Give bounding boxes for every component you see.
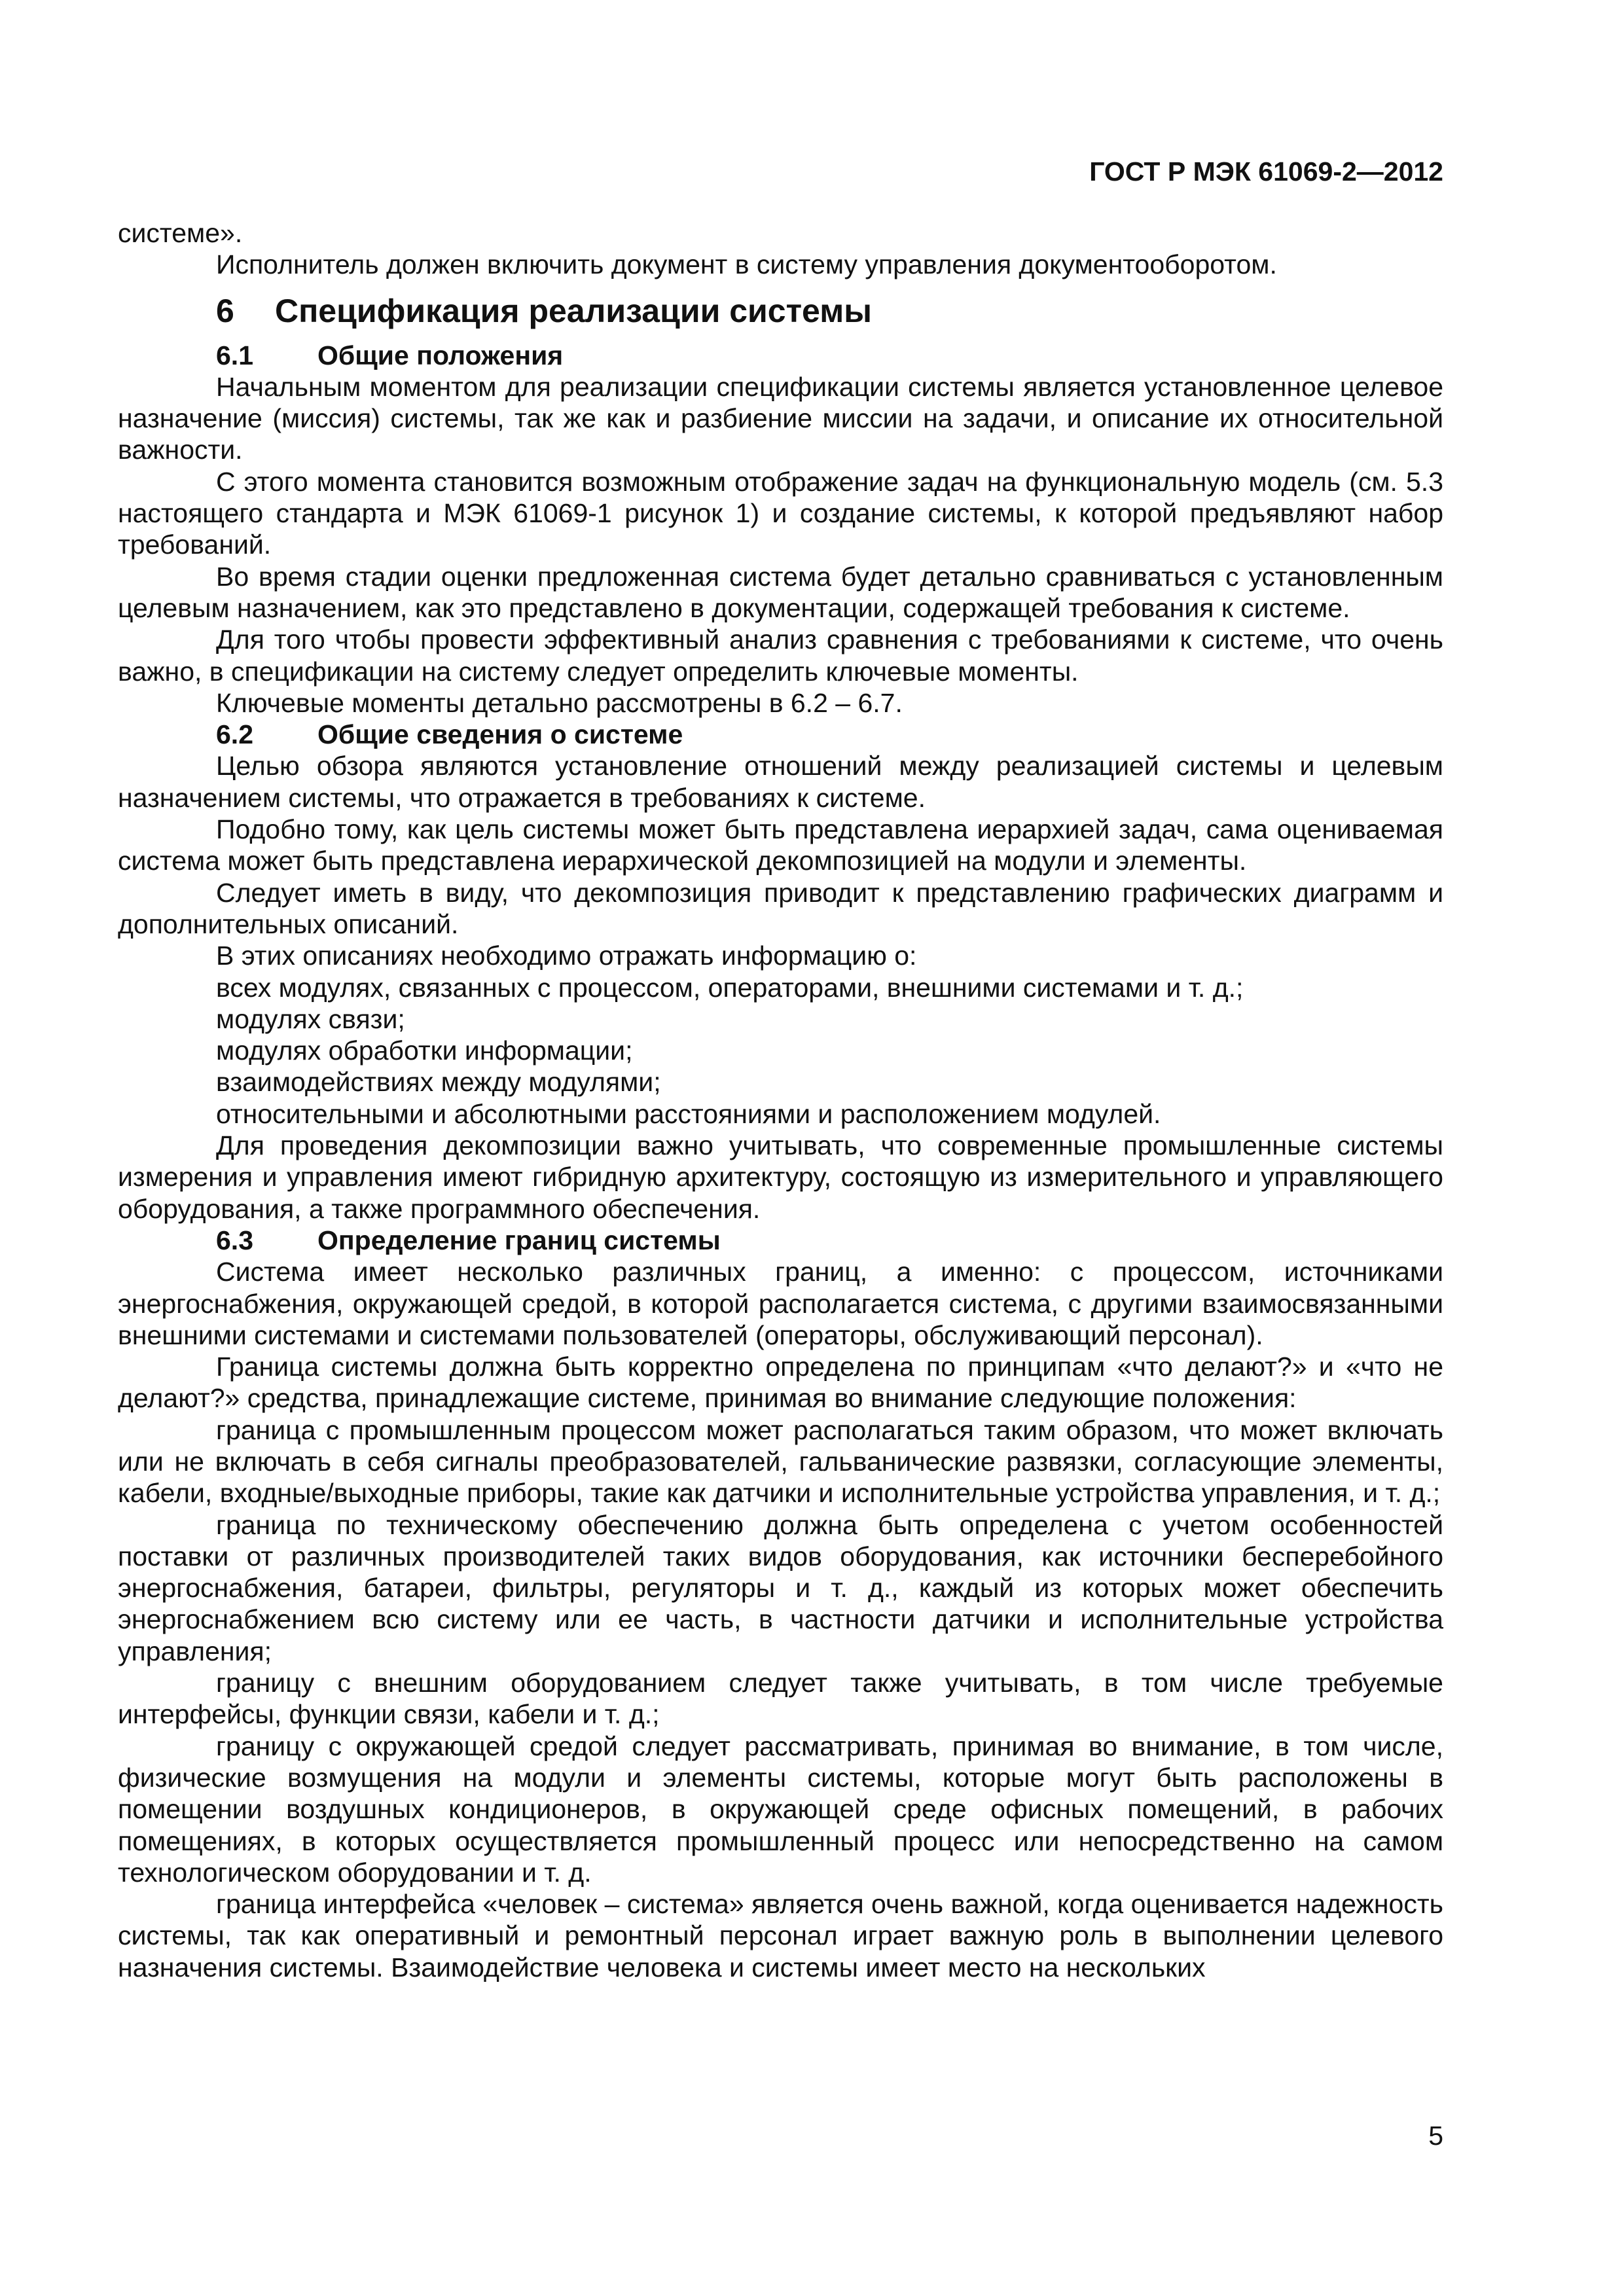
page-number: 5 [1428, 2121, 1443, 2151]
section-number: 6 [216, 292, 234, 329]
paragraph: граница интерфейса «человек – система» является очень важной, когда оценивается надежность системы, так как оперативный и ремонтный персонал играет важную роль в выполнении целевого назначения системы. Взаимодействие человека и системы имеет место на нескольких [118, 1889, 1443, 1982]
paragraph: Для проведения декомпозиции важно учитывать, что современные промышленные системы измерения и управления имеют гибридную архитектуру, состоящую из измерительного и управляющего оборудования, а также программного обеспечения. [118, 1130, 1443, 1224]
paragraph: Исполнитель должен включить документ в систему управления документооборотом. [216, 249, 1277, 280]
section-title: Спецификация реализации системы [275, 292, 872, 329]
subsection-number: 6.2 [216, 719, 253, 750]
paragraph: Граница системы должна быть корректно определена по принципам «что делают?» и «что не делают?» средства, принадлежащие системе, принимая во внимание следующие положения: [118, 1352, 1443, 1414]
list-item: относительными и абсолютными расстояниями и расположением модулей. [216, 1098, 1161, 1129]
paragraph: Подобно тому, как цель системы может быть представлена иерархией задач, сама оцениваемая система может быть представлена иерархической декомпозицией на модули и элементы. [118, 814, 1443, 876]
subsection-title: Общие положения [317, 340, 564, 370]
document-body [118, 217, 1443, 1983]
list-item: модулях связи; [216, 1003, 405, 1034]
paragraph: границу с внешним оборудованием следует также учитывать, в том числе требуемые интерфейсы, функции связи, кабели и т. д.; [118, 1668, 1443, 1730]
subsection-6-2-heading [118, 719, 1443, 750]
subsection-number: 6.3 [216, 1225, 253, 1255]
list-item: всех модулях, связанных с процессом, операторами, внешними системами и т. д.; [216, 972, 1244, 1003]
paragraph: Ключевые моменты детально рассмотрены в 6.2 – 6.7. [216, 687, 903, 718]
list-item: модулях обработки информации; [216, 1035, 633, 1066]
paragraph: Целью обзора являются установление отношений между реализацией системы и целевым назначением системы, что отражается в требованиях к системе. [118, 751, 1443, 813]
list-item: взаимодействиях между модулями; [216, 1067, 661, 1098]
subsection-6-3-heading [118, 1225, 1443, 1256]
paragraph: границу с окружающей средой следует рассматривать, принимая во внимание, в том числе, физические возмущения на модули и элементы системы, которые могут быть расположены в помещении воздушных кондиционеров, в окружающей среде офисных помещений, в рабочих помещениях, в которых осуществляется промышленный процесс или непосредственно на самом технологическом оборудовании и т. д. [118, 1731, 1443, 1888]
paragraph: Система имеет несколько различных границ, а именно: с процессом, источниками энергоснабжения, окружающей средой, в которой располагается система, с другими взаимосвязанными внешними системами и системами пользователей (операторы, обслуживающий персонал). [118, 1257, 1443, 1350]
continuation-text: системе». [118, 218, 243, 248]
paragraph: В этих описаниях необходимо отражать информацию о: [216, 941, 917, 971]
subsection-number: 6.1 [216, 340, 253, 370]
paragraph: Для того чтобы провести эффективный анализ сравнения с требованиями к системе, что очень важно, в спецификации на систему следует определить ключевые моменты. [118, 624, 1443, 687]
paragraph: граница по техническому обеспечению должна быть определена с учетом особенностей поставки от различных производителей таких видов оборудования, как источники бесперебойного энергоснабжения, батареи, фильтры, регуляторы и т. д., каждый из которых может обеспечить энергоснабжением всю систему или ее часть, в частности датчики и исполнительные устройства управления; [118, 1509, 1443, 1666]
subsection-title: Общие сведения о системе [317, 719, 683, 750]
paragraph: Начальным моментом для реализации спецификации системы является установленное целевое назначение (миссия) системы, так же как и разбиение миссии на задачи, и описание их относительной важности. [118, 371, 1443, 465]
paragraph: Следует иметь в виду, что декомпозиция приводит к представлению графических диаграмм и дополнительных описаний. [118, 877, 1443, 939]
paragraph: С этого момента становится возможным отображение задач на функциональную модель (см. 5.3 настоящего стандарта и МЭК 61069-1 рисунок 1) и создание системы, к которой предъявляют набор требований. [118, 466, 1443, 560]
paragraph: Во время стадии оценки предложенная система будет детально сравниваться с установленным целевым назначением, как это представлено в документации, содержащей требования к системе. [118, 561, 1443, 623]
subsection-title: Определение границ системы [317, 1225, 721, 1255]
paragraph: граница с промышленным процессом может располагаться таким образом, что может включать или не включать в себя сигналы преобразователей, гальванические развязки, согласующие элементы, кабели, входные/выходные приборы, такие как датчики и исполнительные устройства управления, и т. д.; [118, 1414, 1443, 1509]
subsection-6-1-heading [118, 340, 1443, 371]
document-header: ГОСТ Р МЭК 61069-2—2012 [1089, 156, 1443, 187]
section-6-heading [118, 290, 1443, 332]
